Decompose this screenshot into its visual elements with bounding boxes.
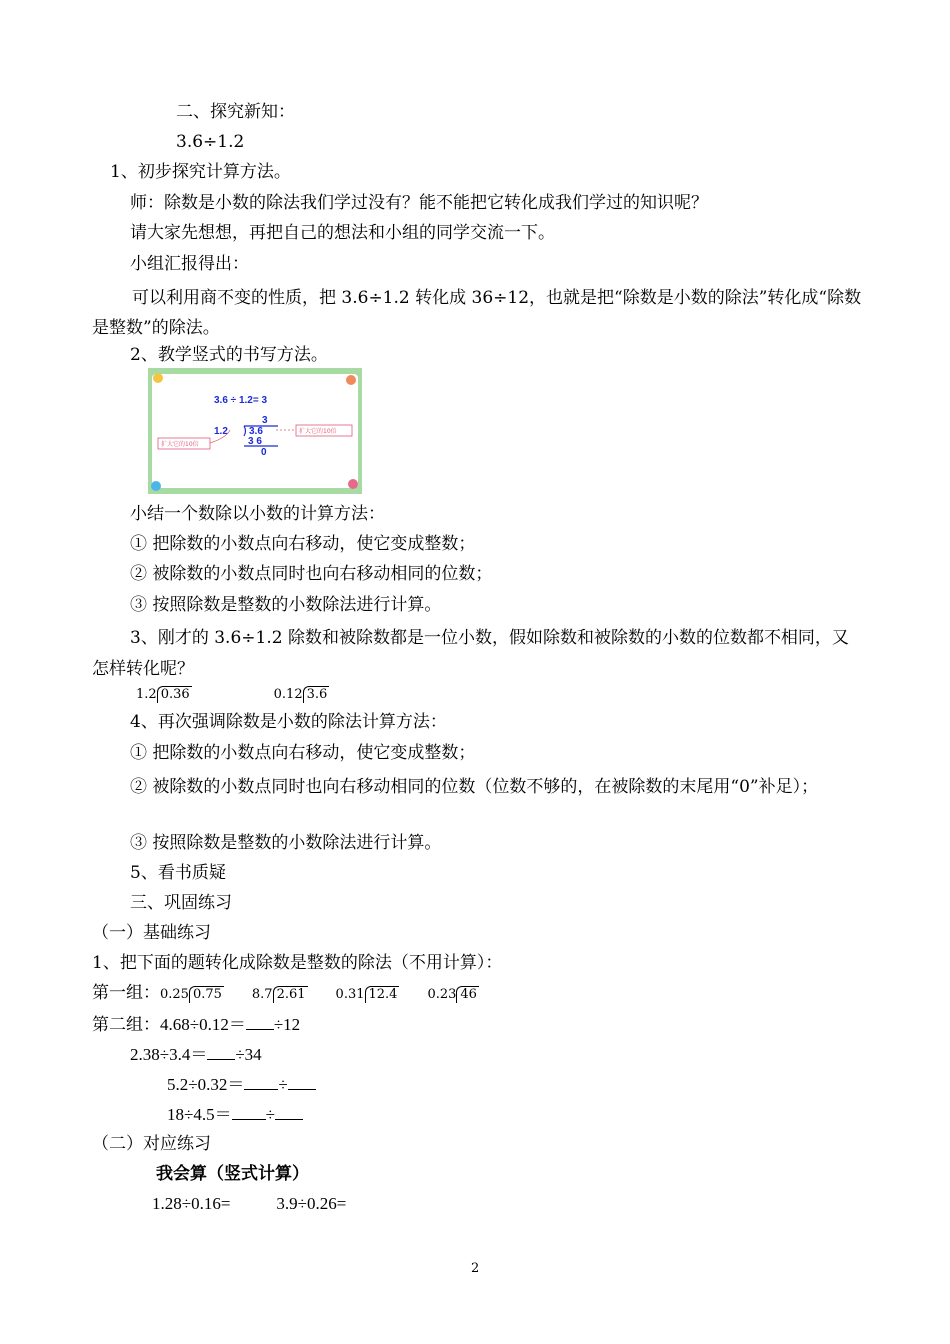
long-division-exercise: 0.23 46 [427,987,477,1002]
teacher-prompt: 请大家先想想，再把自己的想法和小组的同学交流一下。 [130,223,555,243]
answer-blank[interactable] [232,1103,266,1120]
practice-problem: 3.9÷0.26= [276,1194,347,1213]
teacher-question: 师：除数是小数的除法我们学过没有？能不能把它转化成我们学过的知识呢？ [130,193,708,213]
answer-blank[interactable] [275,1103,303,1120]
diagram-quotient: 3 [262,415,268,426]
basic-practice-task: 1、把下面的题转化成除数是整数的除法（不用计算）： [92,953,503,973]
long-division-exercise: 8.7 2.61 [251,987,306,1002]
practice-title: （二）对应练习 [92,1134,211,1154]
diagram-remainder: 0 [261,447,267,458]
group2-row-2: 2.38÷3.4＝ ÷34 [130,1045,262,1064]
step3-paragraph: 3、刚才的 3.6÷1.2 除数和被除数都是一位小数，假如除数和被除数的小数的位数都不相同，又怎样转化呢？ [92,628,849,679]
note-right: 扩大它的10倍 [299,428,337,435]
diagram-divisor: 1.2 [214,426,228,437]
section3-heading: 三、巩固练习 [130,893,232,913]
note-left: 扩大它的10倍 [161,441,199,448]
long-division-exercise: 0.25 0.75 [160,987,222,1002]
step3-examples [136,682,357,704]
step1-title: 1、初步探究计算方法。 [110,162,291,182]
answer-blank[interactable] [207,1043,235,1060]
basic-practice-title: （一）基础练习 [92,923,211,943]
answer-blank[interactable] [246,1013,274,1030]
step4-rule-1: ① 把除数的小数点向右移动，使它变成整数； [130,743,476,763]
step4-rule-2: ② 被除数的小数点同时也向右移动相同的位数（位数不够的，在被除数的末尾用“0”补足）； [130,777,819,797]
step4-title: 4、再次强调除数是小数的除法计算方法： [130,712,447,732]
practice-subtitle: 我会算（竖式计算） [156,1164,309,1184]
practice-problem: 1.28÷0.16= [152,1194,231,1213]
group2-row-1: 第二组：4.68÷0.12＝ ÷12 [92,1015,301,1034]
page-number: 2 [471,1261,480,1276]
flower-icon [348,479,358,489]
section-heading: 二、探究新知： [176,102,295,122]
conclusion-paragraph: 可以利用商不变的性质，把 3.6÷1.2 转化成 36÷12，也就是把“除数是小数的除法”转化成“除数是整数”的除法。 [92,288,862,338]
diagram-product: 3 6 [248,436,262,447]
step5: 5、看书质疑 [130,863,226,883]
answer-blank[interactable] [288,1073,316,1090]
step4-rule-3: ③ 按照除数是整数的小数除法进行计算。 [130,833,442,853]
long-division-example: 0.12 3.6 [273,687,328,702]
rule-3: ③ 按照除数是整数的小数除法进行计算。 [130,595,442,615]
summary-title: 小结一个数除以小数的计算方法： [130,504,385,524]
long-division-example: 1.2 0.36 [136,687,190,702]
step2-title: 2、教学竖式的书写方法。 [130,345,328,365]
group1-row: 第一组：0.25 0.75 8.7 2.61 0.31 12.4 0.23 46 [92,983,477,1003]
diagram-equation: 3.6 ÷ 1.2= 3 [214,395,268,406]
flower-icon [151,481,161,491]
flower-icon [346,375,356,385]
problem-expression: 3.6÷1.2 [176,132,245,152]
flower-icon [153,373,163,383]
answer-blank[interactable] [244,1073,278,1090]
diagram-dividend: 3.6 [249,426,263,437]
group2-row-4: 18÷4.5＝ ÷ [167,1103,303,1126]
practice-problems [152,1193,346,1215]
rule-1: ① 把除数的小数点向右移动，使它变成整数； [130,534,476,554]
long-division-exercise: 0.31 12.4 [335,987,398,1002]
long-division-diagram [148,368,362,494]
group2-row-3: 5.2÷0.32＝ ÷ [167,1073,316,1096]
rule-2: ② 被除数的小数点同时也向右移动相同的位数； [130,564,493,584]
group-report: 小组汇报得出： [130,254,249,274]
